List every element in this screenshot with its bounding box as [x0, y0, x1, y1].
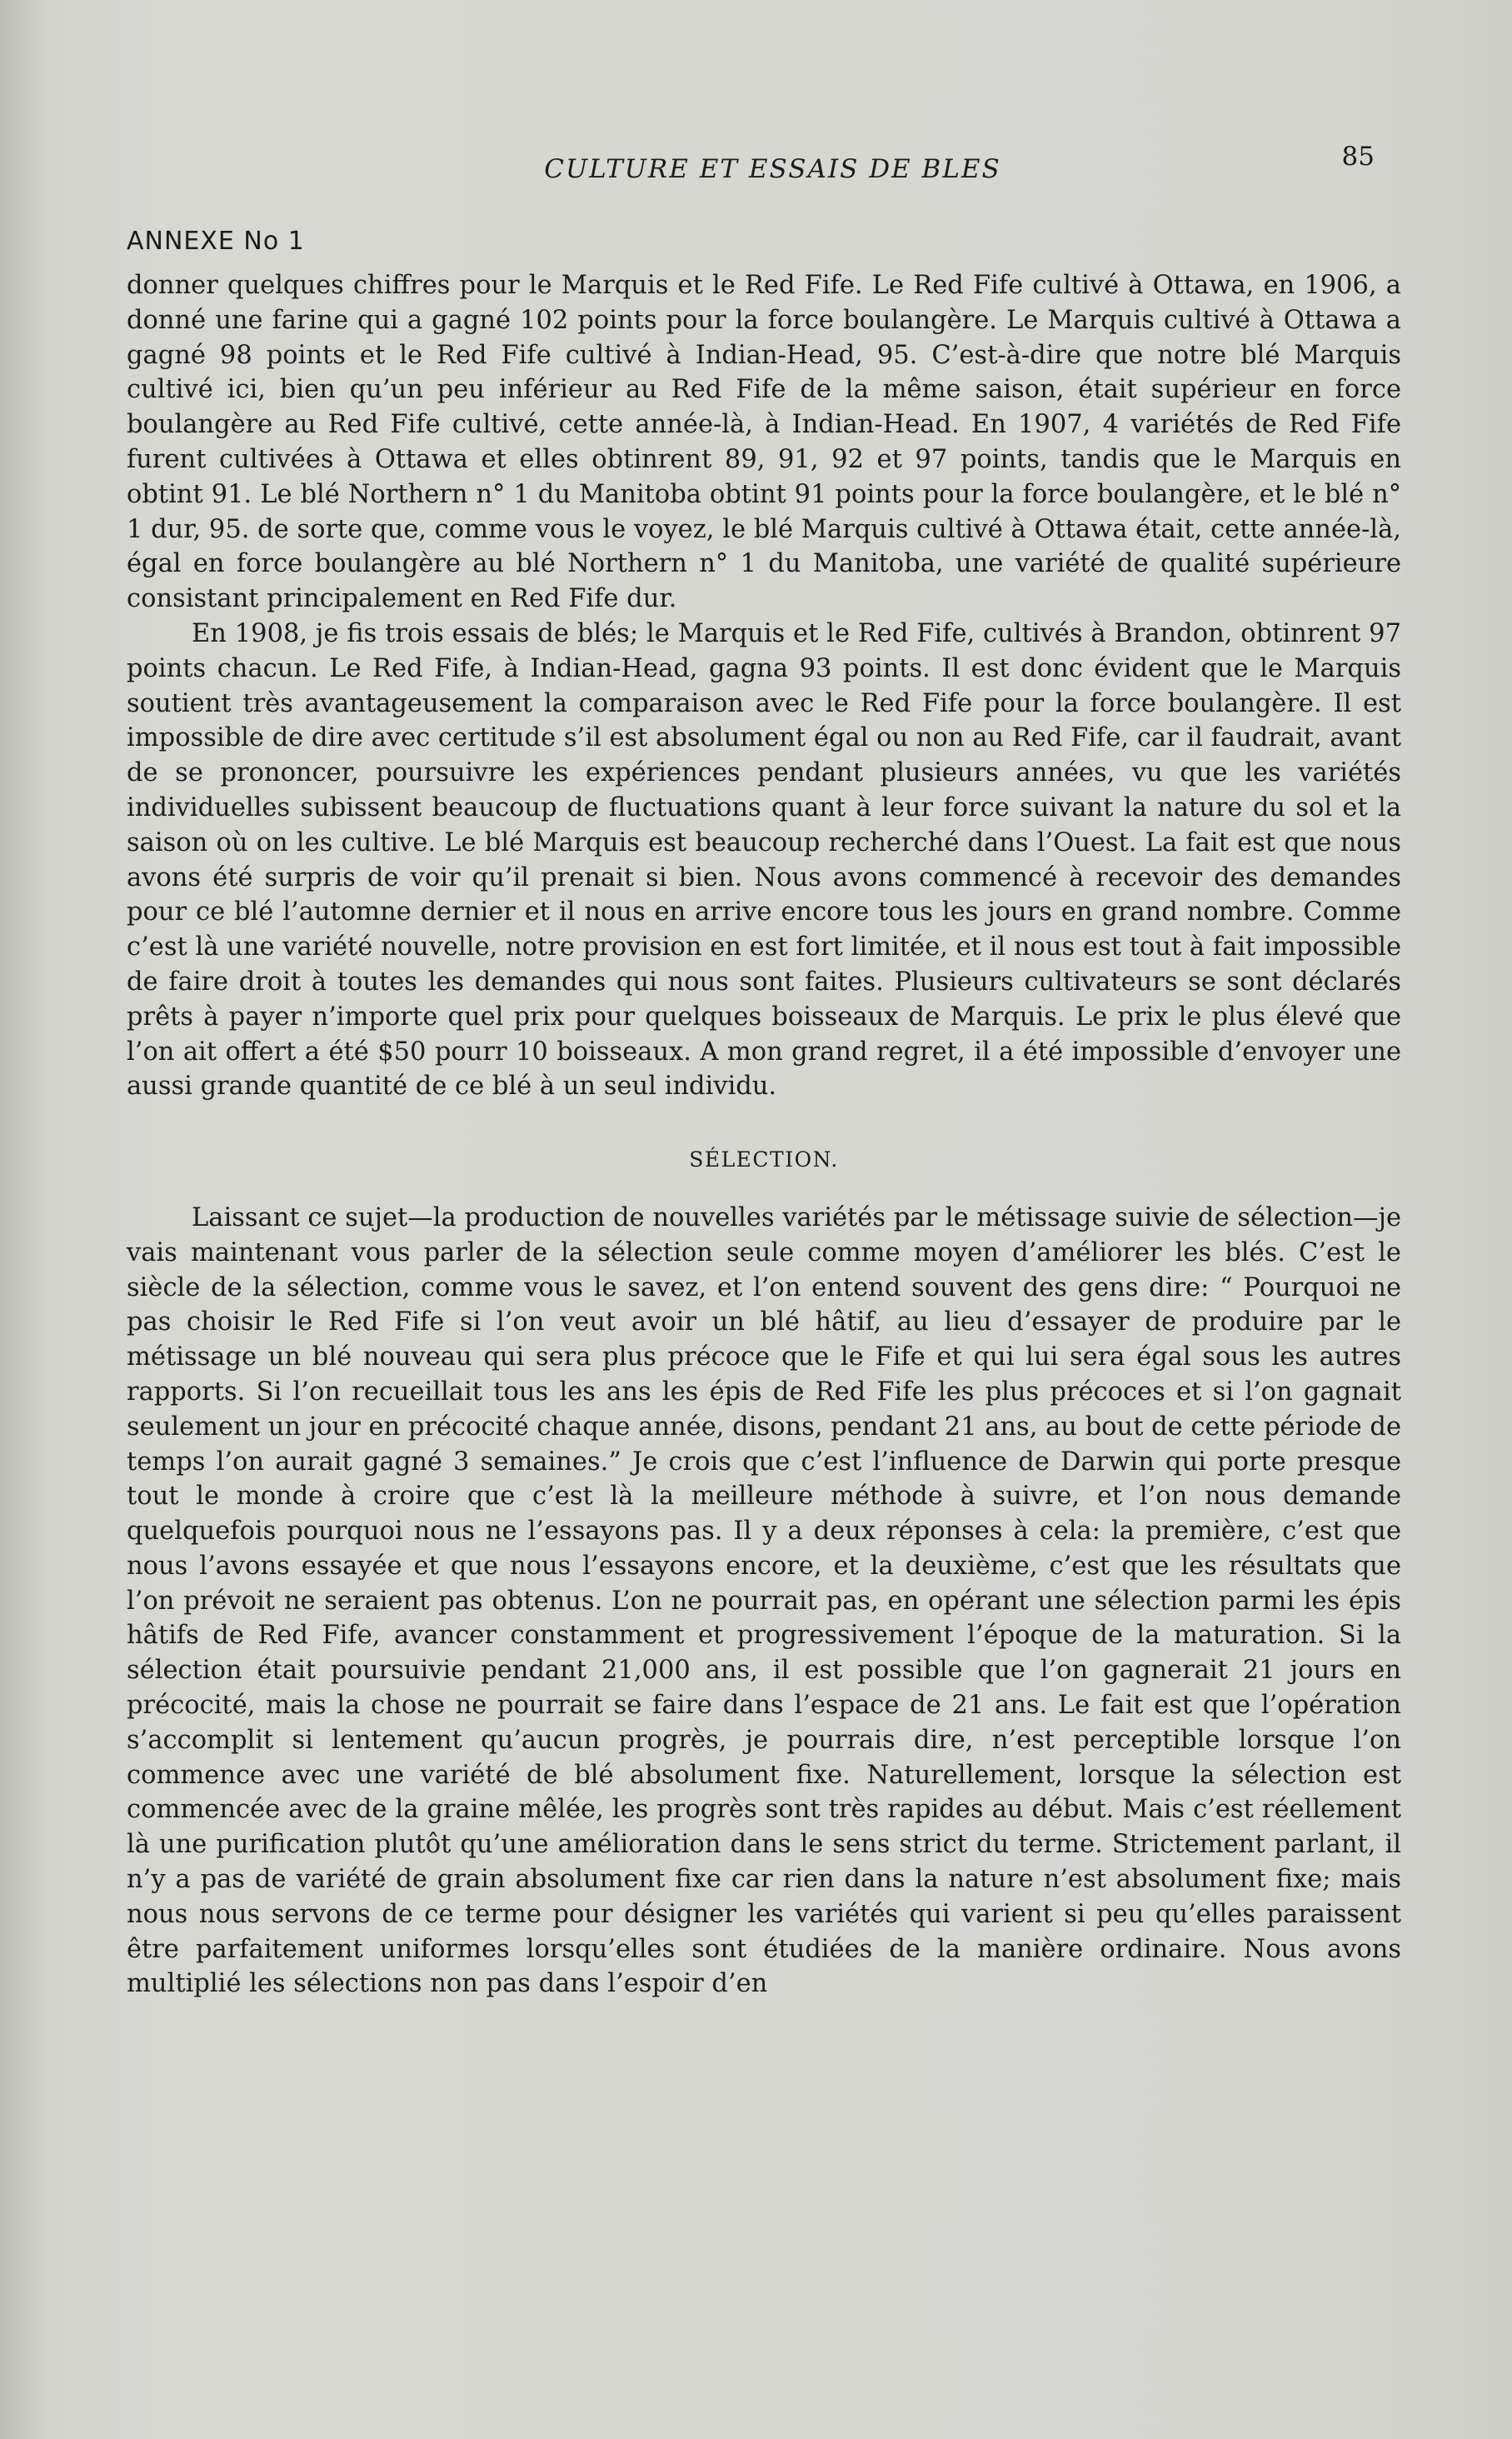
paragraph-3: Laissant ce sujet—la production de nouvelles variétés par le métissage suivie de sélection—je vais maintenant vous parler de la sélection seule comme moyen d’améliorer les blés. C’est le siècle de la sélection, comme vous le savez, et l’on entend souvent des gens dire: “ Pourquoi ne pas choisir le Red Fife si l’on veut avoir un blé hâtif, au lieu d’essayer de produire par le métissage un blé nouveau qui sera plus précoce que le Fife et qui lui sera égal sous les autres rapports. Si l’on recueillait tous les ans les épis de Red Fife les plus précoces et si l’on gagnait seulement un jour en précocité chaque année, disons, pendant 21 ans, au bout de cette période de temps l’on aurait gagné 3 semaines.” Je crois que c’est l’influence de Darwin qui porte presque tout le monde à croire que c’est là la meilleure méthode à suivre, et l’on nous demande quelquefois pourquoi nous ne l’essayons pas. Il y a deux réponses à cela: la première, c’est que nous l’avons essayée et que nous l’essayons encore, et la deuxième, c’est que les résultats que l’on prévoit ne seraient pas obtenus. L’on ne pourrait pas, en opérant une sélection parmi les épis hâtifs de Red Fife, avancer constamment et progressivement l’époque de la maturation. Si la sélection était poursuivie pendant 21,000 ans, il est possible que l’on gagnerait 21 jours en précocité, mais la chose ne pourrait se faire dans l’espace de 21 ans. Le fait est que l’opération s’accomplit si lentement qu’aucun progrès, je pourrais dire, n’est perceptible lorsque l’on commence avec une variété de blé absolument fixe. Naturellement, lorsque la sélection est commencée avec de la graine mêlée, les progrès sont très rapides au début. Mais c’est réellement là une purification plutôt qu’une amélioration dans le sens strict du terme. Strictement parlant, il n’y a pas de variété de grain absolument fixe car rien dans la nature n’est absolument fixe; mais nous nous servons de ce terme pour désigner les variétés qui varient si peu qu’elles paraissent être parfaitement uniformes lorsqu’elles sont étudiées de la manière ordinaire. Nous avons multiplié les sélections non pas dans l’espoir d’en [127, 1202, 1401, 1999]
annex-label: ANNEXE No 1 [127, 227, 305, 256]
paragraph-2: En 1908, je fis trois essais de blés; le Marquis et le Red Fife, cultivés à Brandon, obtinrent 97 points chacun. Le Red Fife, à Indian-Head, gagna 93 points. Il est donc évident que le Marquis soutient très avantageusement la comparaison avec le Red Fife pour la force boulangère. Il est impossible de dire avec certitude s’il est absolument égal ou non au Red Fife, car il faudrait, avant de se prononcer, poursuivre les expériences pendant plusieurs années, vu que les variétés individuelles subissent beaucoup de fluctuations quant à leur force suivant la nature du sol et la saison où on les cultive. Le blé Marquis est beaucoup recherché dans l’Ouest. La fait est que nous avons été surpris de voir qu’il prenait si bien. Nous avons commencé à recevoir des demandes pour ce blé l’automne dernier et il nous en arrive encore tous les jours en grand nombre. Comme c’est là une variété nouvelle, notre provision en est fort limitée, et il nous est tout à fait impossible de faire droit à toutes les demandes qui nous sont faites. Plusieurs cultivateurs se sont déclarés prêts à payer n’importe quel prix pour quelques boisseaux de Marquis. Le prix le plus élevé que l’on ait offert a été $50 pourr 10 boisseaux. A mon grand regret, il a été impossible d’envoyer une aussi grande quantité de ce blé à un seul individu. [127, 618, 1401, 1102]
running-title: CULTURE ET ESSAIS DE BLES [544, 154, 1001, 184]
body-text [127, 268, 1401, 2002]
paragraph-1: donner quelques chiffres pour le Marquis et le Red Fife. Le Red Fife cultivé à Ottawa, en 1906, a donné une farine qui a gagné 102 points pour la force boulangère. Le Marquis cultivé à Ottawa a gagné 98 points et le Red Fife cultivé à Indian-Head, 95. C’est-à-dire que notre blé Marquis cultivé ici, bien qu’un peu inférieur au Red Fife de la même saison, était supérieur en force boulangère au Red Fife cultivé, cette année-là, à Indian-Head. En 1907, 4 variétés de Red Fife furent cultivées à Ottawa et elles obtinrent 89, 91, 92 et 97 points, tandis que le Marquis en obtint 91. Le blé Northern n° 1 du Manitoba obtint 91 points pour la force boulangère, et le blé n° 1 dur, 95. de sorte que, comme vous le voyez, le blé Marquis cultivé à Ottawa était, cette année-là, égal en force boulangère au blé Northern n° 1 du Manitoba, une variété de qualité supérieure consistant principalement en Red Fife dur. [127, 271, 1401, 614]
page-number: 85 [1341, 142, 1375, 172]
section-heading: SÉLECTION. [689, 1147, 839, 1172]
